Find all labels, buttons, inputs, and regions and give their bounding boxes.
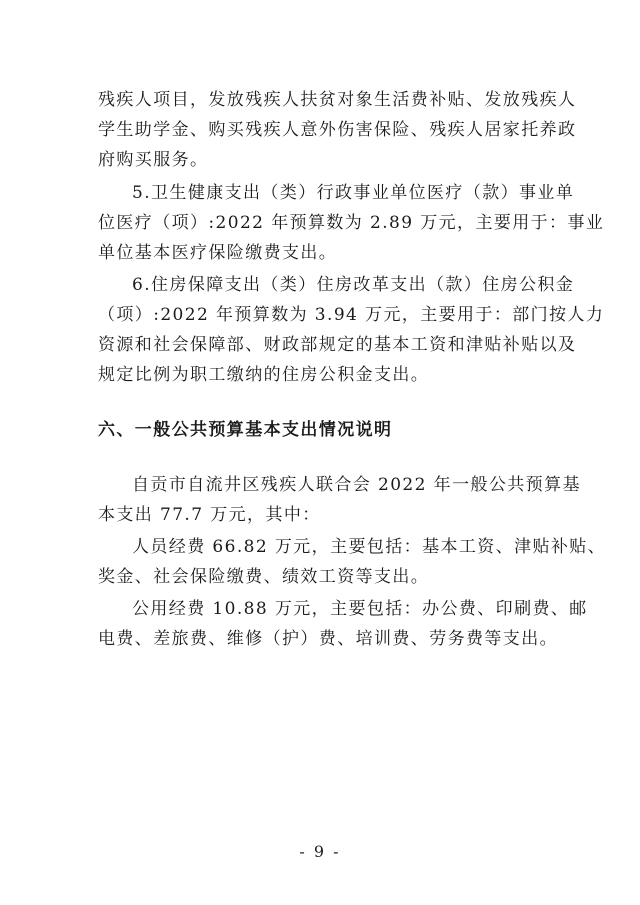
- paragraph-line: 规定比例为职工缴纳的住房公积金支出。: [98, 365, 430, 385]
- paragraph-line: 本支出 77.7 万元，其中：: [98, 505, 321, 525]
- paragraph-line: 公用经费 10.88 万元，主要包括：办公费、印刷费、邮: [132, 599, 588, 619]
- paragraph-line: 资源和社会保障部、财政部规定的基本工资和津贴补贴以及: [98, 335, 577, 355]
- paragraph-line: 电费、差旅费、维修（护）费、培训费、劳务费等支出。: [98, 629, 558, 649]
- paragraph-line: （项）:2022 年预算数为 3.94 万元，主要用于：部门按人力: [98, 305, 605, 325]
- paragraph-line: 府购买服务。: [98, 150, 209, 170]
- section-heading: 六、一般公共预算基本支出情况说明: [98, 420, 393, 440]
- paragraph-line: 自贡市自流井区残疾人联合会 2022 年一般公共预算基: [132, 475, 581, 495]
- page-number: - 9 -: [299, 842, 341, 861]
- paragraph-line: 学生助学金、购买残疾人意外伤害保险、残疾人居家托养政: [98, 120, 577, 140]
- paragraph-line: 单位基本医疗保险缴费支出。: [98, 243, 338, 263]
- paragraph-line: 位医疗（项）:2022 年预算数为 2.89 万元，主要用于：事业: [98, 213, 605, 233]
- paragraph-line: 6.住房保障支出（类）住房改革支出（款）住房公积金: [132, 275, 575, 295]
- paragraph-line: 残疾人项目，发放残疾人扶贫对象生活费补贴、发放残疾人: [98, 90, 577, 110]
- paragraph-line: 人员经费 66.82 万元，主要包括：基本工资、津贴补贴、: [132, 537, 607, 557]
- paragraph-line: 5.卫生健康支出（类）行政事业单位医疗（款）事业单: [132, 183, 575, 203]
- paragraph-line: 奖金、社会保险缴费、绩效工资等支出。: [98, 567, 430, 587]
